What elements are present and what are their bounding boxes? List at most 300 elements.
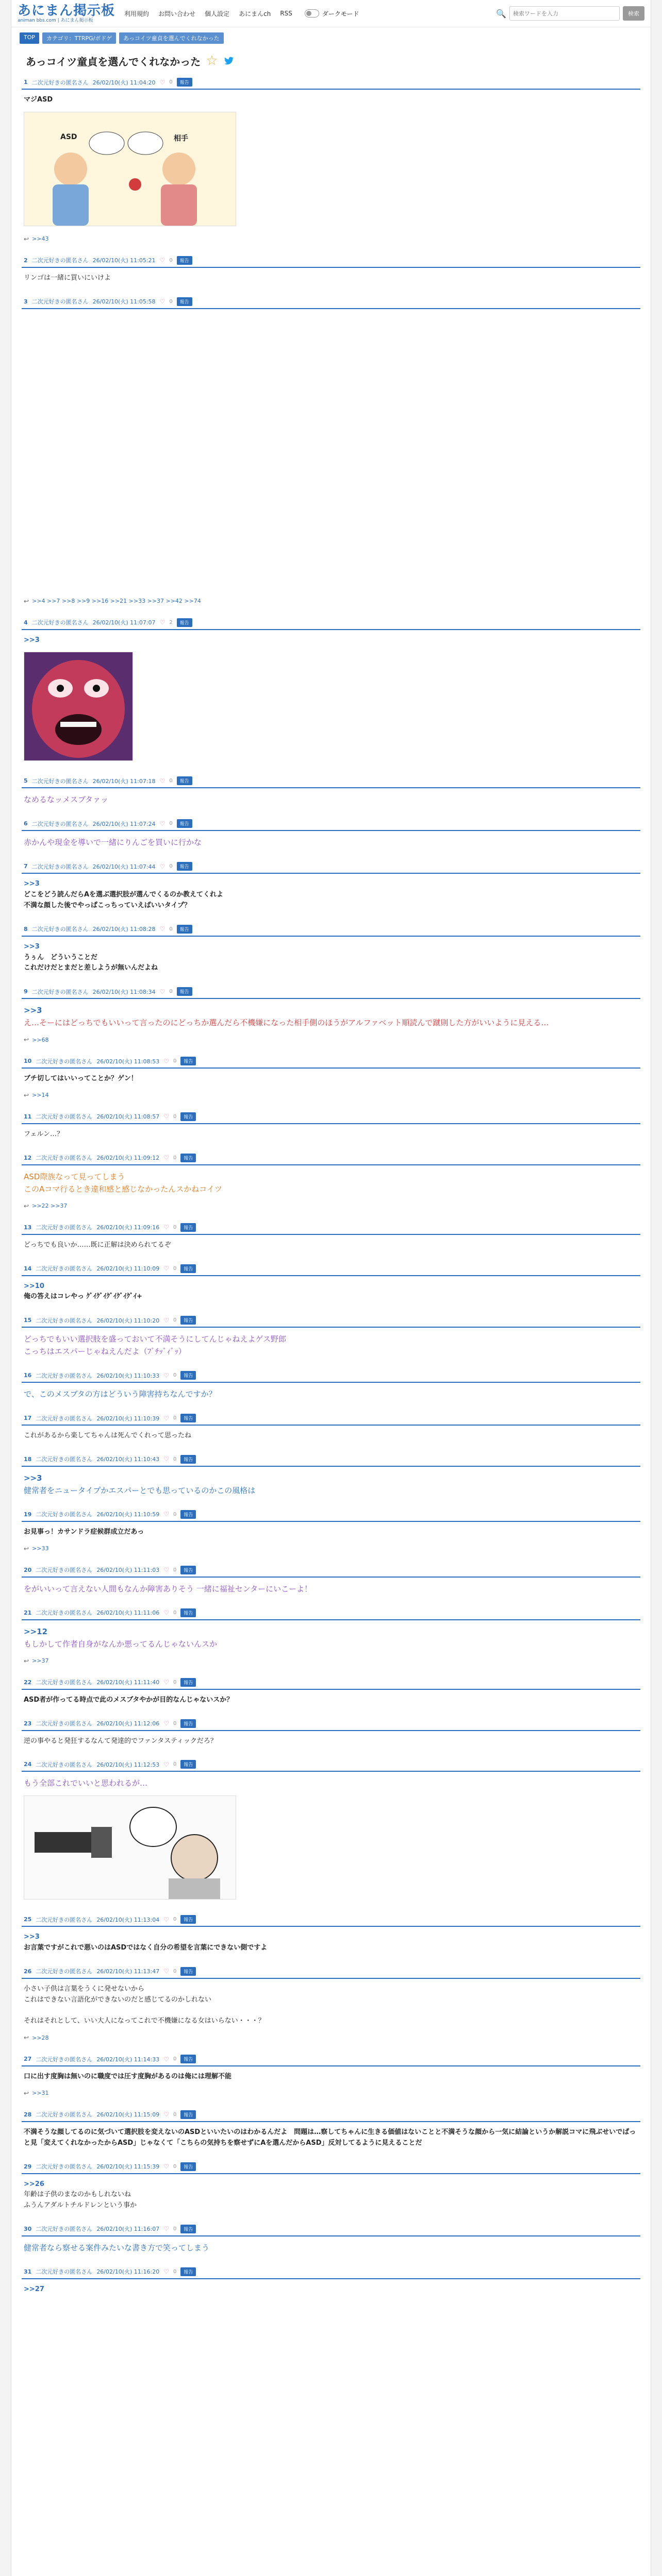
reply-link-list[interactable]: >>43	[32, 235, 49, 243]
post-line: 年齢は子供のまなのかもしれないね	[24, 2191, 131, 2199]
post-number[interactable]: 29	[24, 2163, 32, 2170]
post-date: 26/02/10(火) 11:11:06	[96, 1609, 160, 1617]
post	[22, 1911, 640, 1963]
post-image-album-cover[interactable]	[24, 652, 133, 761]
post-body	[22, 874, 640, 913]
heart-icon[interactable]: ♡	[163, 1760, 169, 1768]
post	[22, 1367, 640, 1410]
post-header	[22, 76, 640, 90]
reply-arrow-icon: ↩	[24, 2034, 29, 2042]
post-body	[22, 1467, 640, 1499]
post-date: 26/02/10(火) 11:07:07	[92, 619, 156, 626]
post-number[interactable]: 7	[24, 863, 28, 870]
post	[22, 1108, 640, 1149]
post-number[interactable]: 22	[24, 1679, 32, 1686]
post-number[interactable]: 6	[24, 820, 28, 827]
report-button[interactable]: 報告	[180, 1223, 196, 1232]
post-date: 26/02/10(火) 11:10:20	[96, 1317, 160, 1324]
post-body	[22, 999, 640, 1031]
heart-count: 0	[173, 1372, 177, 1379]
post-line: ASD者が作ってる時点で此のメスブタやかが目的なんじゃないスか？	[24, 1696, 234, 1704]
post-author: 二次元好きの匿名さん	[36, 1609, 93, 1617]
post	[22, 772, 640, 815]
post-body	[22, 1426, 640, 1444]
reply-arrow-icon: ↩	[24, 1202, 29, 1210]
post-line: これだけだとまだと差しようが無いんだよね	[24, 964, 158, 972]
post-body	[22, 1276, 640, 1305]
post-author: 二次元好きの匿名さん	[36, 1372, 93, 1379]
heart-count: 2	[169, 619, 173, 625]
post	[22, 1451, 640, 1506]
post-body	[22, 1328, 640, 1360]
heart-icon[interactable]: ♡	[163, 2111, 169, 2119]
heart-icon[interactable]: ♡	[163, 1224, 169, 1231]
post-body	[22, 2122, 640, 2151]
heart-count: 0	[173, 1567, 177, 1573]
post-date: 26/02/10(火) 11:12:06	[96, 1720, 160, 1727]
post-line[interactable]: >>3	[24, 880, 40, 888]
post-body	[22, 788, 640, 808]
post-body	[22, 2174, 640, 2213]
post-body	[22, 1165, 640, 1197]
post	[22, 2050, 640, 2106]
heart-icon[interactable]: ♡	[163, 1154, 169, 1162]
heart-count: 0	[173, 1679, 177, 1685]
main-container	[11, 0, 651, 2576]
post-list	[11, 74, 651, 2304]
heart-icon[interactable]: ♡	[159, 820, 166, 827]
post-date: 26/02/10(火) 11:09:16	[96, 1224, 160, 1231]
heart-icon[interactable]: ♡	[159, 925, 166, 933]
post-header	[22, 2108, 640, 2122]
post-line[interactable]: >>26	[24, 2180, 44, 2188]
dark-mode-toggle[interactable]	[305, 9, 359, 18]
site-logo[interactable]	[18, 4, 115, 23]
post-author: 二次元好きの匿名さん	[36, 1567, 93, 1574]
site-header	[11, 0, 651, 27]
heart-count: 0	[169, 989, 173, 995]
reply-link-list[interactable]: >>28	[32, 2034, 49, 2041]
post-author: 二次元好きの匿名さん	[31, 988, 89, 995]
illust-asd-label: ASD	[60, 132, 77, 141]
post-author: 二次元好きの匿名さん	[31, 619, 89, 626]
report-button[interactable]: 報告	[177, 618, 192, 627]
thread-title: あっコイツ童貞を選んでくれなかった	[26, 55, 201, 68]
post-author: 二次元好きの匿名さん	[36, 2268, 93, 2276]
post-number[interactable]: 12	[24, 1154, 32, 1161]
nav-terms[interactable]: 利用規約	[124, 10, 150, 18]
report-button[interactable]: 報告	[177, 297, 192, 306]
heart-count: 0	[169, 79, 173, 85]
post-header	[22, 2053, 640, 2066]
reply-links[interactable]	[22, 2029, 640, 2043]
post-number[interactable]: 5	[24, 777, 28, 785]
report-button[interactable]: 報告	[180, 2110, 196, 2119]
post	[22, 1756, 640, 1911]
post-body	[22, 1069, 640, 1087]
breadcrumb-category[interactable]: カテゴリ：TTRPG/ボドゲ	[42, 32, 116, 44]
post-line[interactable]: >>3	[24, 1473, 42, 1483]
report-button[interactable]: 報告	[180, 1608, 196, 1617]
post-number[interactable]: 28	[24, 2111, 32, 2118]
post-line: 逆の事やると発狂するなんて発達的でファンタスティックだろ？	[24, 1737, 217, 1745]
heart-count: 0	[173, 1511, 177, 1517]
heart-icon[interactable]: ♡	[159, 777, 166, 785]
twitter-bird-icon[interactable]	[223, 55, 235, 66]
report-button[interactable]: 報告	[180, 1678, 196, 1687]
post-number[interactable]: 13	[24, 1224, 32, 1231]
post-line: 赤かんや現金を導いで一緒にりんごを買いに行かな	[24, 838, 202, 848]
post-header	[22, 860, 640, 874]
post-header	[22, 1717, 640, 1731]
reply-links[interactable]	[22, 1540, 640, 1554]
reply-links[interactable]	[22, 592, 640, 607]
post	[22, 2106, 640, 2158]
post-date: 26/02/10(火) 11:10:33	[96, 1372, 160, 1379]
post	[22, 921, 640, 983]
post-author: 二次元好きの匿名さん	[36, 1456, 93, 1463]
post-date: 26/02/10(火) 11:13:04	[96, 1916, 160, 1923]
post-line: それはそれとして、いい大人になってこれで不機嫌になる女はいらない・・・？	[24, 2017, 265, 2025]
post-header	[22, 1262, 640, 1276]
heart-icon[interactable]: ♡	[163, 2055, 169, 2063]
post-author: 二次元好きの匿名さん	[36, 1317, 93, 1324]
heart-icon[interactable]: ♡	[163, 1916, 169, 1923]
post-header	[22, 817, 640, 831]
post-image-manga[interactable]	[24, 1795, 236, 1900]
post-body	[22, 831, 640, 851]
reply-link-list[interactable]: >>31	[32, 2090, 49, 2097]
reply-arrow-icon: ↩	[24, 2089, 29, 2097]
report-button[interactable]: 報告	[180, 1264, 196, 1273]
heart-icon[interactable]: ♡	[159, 78, 166, 86]
report-button[interactable]: 報告	[180, 2225, 196, 2233]
post-header	[22, 1314, 640, 1328]
post-number[interactable]: 8	[24, 925, 28, 933]
post-date: 26/02/10(火) 11:16:07	[96, 2226, 160, 2233]
report-button[interactable]: 報告	[180, 2055, 196, 2063]
post-number[interactable]: 17	[24, 1415, 32, 1422]
post-line: これがあるから楽してちゃんは死んでくれって思ったね	[24, 1432, 192, 1440]
report-button[interactable]: 報告	[177, 819, 192, 828]
post-header	[22, 985, 640, 999]
heart-icon[interactable]: ♡	[163, 2225, 169, 2233]
post-line: お言葉ですがこれで悪いのはASDではなく自分の希望を言葉にできない側ですよ	[24, 1944, 268, 1952]
post-header	[22, 1453, 640, 1467]
post-header	[22, 1369, 640, 1383]
post-author: 二次元好きの匿名さん	[36, 1968, 93, 1975]
heart-icon[interactable]: ♡	[163, 1371, 169, 1379]
post-number[interactable]: 10	[24, 1058, 32, 1065]
heart-icon[interactable]: ♡	[163, 1455, 169, 1463]
report-button[interactable]: 報告	[177, 987, 192, 996]
post-author: 二次元好きの匿名さん	[36, 1511, 93, 1518]
heart-icon[interactable]: ♡	[159, 298, 166, 306]
reply-link-list[interactable]: >>33	[32, 1545, 49, 1552]
post-line: どっちでもいい選択肢を盛っておいて不満そうにしてんじゃねえよゲス野郎	[24, 1334, 286, 1344]
heart-count: 0	[173, 1317, 177, 1324]
reply-arrow-icon: ↩	[24, 1091, 29, 1099]
report-button[interactable]: 報告	[177, 78, 192, 87]
post-image-blank[interactable]	[24, 320, 637, 588]
manga-svg	[24, 1796, 236, 1899]
post-body	[22, 1772, 640, 1791]
search-input[interactable]	[509, 6, 620, 21]
report-button[interactable]: 報告	[180, 1719, 196, 1728]
post-author: 二次元好きの匿名さん	[36, 2056, 93, 2063]
post-date: 26/02/10(火) 11:08:53	[96, 1058, 160, 1065]
post-line: ASD際族なって見ってしまう	[24, 1172, 125, 1181]
heart-icon[interactable]: ♡	[163, 1679, 169, 1686]
post-body	[22, 1578, 640, 1597]
post-line: 不満そうな顔してるのに気づいて選択肢を変えないのASDといいたいのはわかるんだよ 問題は…察してちゃんに生きる価値はないことと不満そうな顔から一気に結論というか解説コマに飛ぶせいでぱっと見「変えてくれなかったからASD」じゃなくて「こちらの気持ちを察せずにAを選んだからASD」反対してるように見えることだ	[24, 2128, 636, 2147]
reply-link-list[interactable]: >>37	[32, 1657, 49, 1665]
post-line: 口に出す度胸は無いのに職度では圧す度胸があるのは俺には理解不能	[24, 2073, 232, 2081]
post-date: 26/02/10(火) 11:05:58	[92, 298, 156, 306]
heart-count: 0	[173, 1155, 177, 1161]
post-date: 26/02/10(火) 11:07:24	[92, 820, 156, 827]
report-button[interactable]: 報告	[177, 256, 192, 265]
reply-arrow-icon: ↩	[24, 1036, 29, 1044]
report-button[interactable]: 報告	[180, 1371, 196, 1380]
post-header	[22, 254, 640, 268]
post-number[interactable]: 11	[24, 1113, 32, 1120]
report-button[interactable]: 報告	[177, 776, 192, 785]
nav-settings[interactable]: 個人設定	[205, 10, 230, 18]
report-button[interactable]: 報告	[180, 2162, 196, 2171]
post-author: 二次元好きの匿名さん	[36, 1415, 93, 1422]
heart-icon[interactable]: ♡	[163, 1265, 169, 1273]
nav-rss[interactable]: RSS	[280, 10, 292, 17]
post-date: 26/02/10(火) 11:09:12	[96, 1155, 160, 1162]
post-line: ブチ切してはいいってことか？ゲン！	[24, 1075, 138, 1083]
post-line[interactable]: >>3	[24, 942, 40, 951]
post-line[interactable]: >>3	[24, 1933, 40, 1941]
post	[22, 1219, 640, 1260]
post-date: 26/02/10(火) 11:11:03	[96, 1567, 160, 1574]
post-line: 健常者なら察せる案件みたいな書き方で笑ってしまう	[24, 2243, 210, 2252]
post-date: 26/02/10(火) 11:16:20	[96, 2268, 160, 2276]
dark-mode-label: ダークモード	[322, 10, 359, 18]
post-date: 26/02/10(火) 11:07:44	[92, 863, 156, 870]
post-number[interactable]: 25	[24, 1916, 32, 1923]
favorite-star-icon[interactable]: ☆	[206, 53, 218, 69]
reply-links[interactable]	[22, 230, 640, 245]
post-number[interactable]: 27	[24, 2056, 32, 2063]
heart-count: 0	[169, 863, 173, 870]
post-header	[22, 1508, 640, 1522]
heart-icon[interactable]: ♡	[159, 862, 166, 870]
post	[22, 1562, 640, 1604]
post-number[interactable]: 1	[24, 79, 28, 86]
heart-icon[interactable]: ♡	[159, 619, 166, 626]
post-date: 26/02/10(火) 11:10:09	[96, 1265, 160, 1273]
heart-count: 0	[173, 1415, 177, 1421]
post-body	[22, 1979, 640, 2029]
post-number[interactable]: 30	[24, 2225, 32, 2232]
reply-link-list[interactable]: >>68	[32, 1036, 49, 1043]
reply-arrow-icon: ↩	[24, 597, 29, 605]
post	[22, 2158, 640, 2221]
report-button[interactable]: 報告	[180, 1967, 196, 1976]
post-date: 26/02/10(火) 11:15:39	[96, 2163, 160, 2171]
report-button[interactable]: 報告	[180, 1566, 196, 1574]
post	[22, 858, 640, 920]
post-line: こっちはエスパーじゃねえんだよ（ﾌﾞﾁｯﾞｨﾞｯ）	[24, 1347, 186, 1357]
search-button[interactable]: 検索	[623, 6, 644, 21]
post-header	[22, 2265, 640, 2279]
heart-icon[interactable]: ♡	[163, 1057, 169, 1065]
logo-main-text: あにまん掲示板	[18, 3, 115, 19]
nav-animanch[interactable]: あにまんch	[239, 10, 271, 18]
heart-count: 0	[169, 778, 173, 784]
reply-links[interactable]	[22, 1197, 640, 1212]
heart-count: 0	[173, 2268, 177, 2275]
report-button[interactable]: 報告	[180, 1915, 196, 1924]
breadcrumb	[11, 27, 651, 47]
report-button[interactable]: 報告	[180, 2267, 196, 2276]
heart-icon[interactable]: ♡	[163, 1720, 169, 1727]
post	[22, 1506, 640, 1562]
post-line	[24, 2006, 638, 2016]
post-line[interactable]: >>3	[24, 1006, 42, 1015]
post-header	[22, 1758, 640, 1772]
heart-icon[interactable]: ♡	[163, 1511, 169, 1518]
post-author: 二次元好きの匿名さん	[36, 2111, 93, 2119]
post-line: マジASD	[24, 96, 53, 104]
heart-icon[interactable]: ♡	[163, 1316, 169, 1324]
post-header	[22, 1913, 640, 1927]
post-date: 26/02/10(火) 11:05:21	[92, 257, 156, 264]
heart-count: 0	[173, 1968, 177, 1974]
post-image-illustration[interactable]	[24, 112, 236, 226]
post-line: で、このメスブタの方はどういう障害持ちなんですか？	[24, 1389, 217, 1399]
post	[22, 252, 640, 293]
post-number[interactable]: 26	[24, 1968, 32, 1975]
report-button[interactable]: 報告	[180, 1316, 196, 1325]
post-number[interactable]: 21	[24, 1609, 32, 1616]
post-author: 二次元好きの匿名さん	[31, 777, 89, 785]
heart-count: 0	[169, 821, 173, 827]
heart-icon[interactable]: ♡	[159, 257, 166, 264]
post-body	[22, 1383, 640, 1402]
post	[22, 1053, 640, 1108]
post-number[interactable]: 24	[24, 1761, 32, 1768]
report-button[interactable]: 報告	[180, 1455, 196, 1464]
post-number[interactable]: 31	[24, 2268, 32, 2275]
heart-icon[interactable]: ♡	[163, 1113, 169, 1121]
post-line[interactable]: >>27	[24, 2285, 44, 2293]
top-nav	[124, 9, 359, 18]
post-author: 二次元好きの匿名さん	[36, 1720, 93, 1727]
post-header	[22, 1110, 640, 1124]
report-button[interactable]: 報告	[180, 1510, 196, 1519]
post-number[interactable]: 4	[24, 619, 28, 626]
heart-icon[interactable]: ♡	[163, 1609, 169, 1617]
album-cover-svg	[24, 652, 133, 760]
report-button[interactable]: 報告	[177, 925, 192, 934]
post-body	[22, 309, 640, 316]
post-number[interactable]: 15	[24, 1317, 32, 1324]
post-number[interactable]: 2	[24, 257, 28, 264]
post-line[interactable]: >>3	[24, 636, 40, 644]
post-line: リンゴは一緒に買いにいけよ	[24, 274, 111, 282]
post-line[interactable]: >>12	[24, 1626, 48, 1636]
post-line[interactable]: >>10	[24, 1282, 44, 1290]
post-body	[22, 1927, 640, 1956]
post-line: どこをどう読んだらAを選ぶ選択肢が選んでくるのか教えてくれよ	[24, 891, 224, 899]
reply-link-list[interactable]: >>14	[32, 1092, 49, 1099]
post	[22, 2221, 640, 2263]
post-header	[22, 1606, 640, 1620]
post-number[interactable]: 19	[24, 1511, 32, 1518]
post	[22, 293, 640, 614]
heart-count: 0	[169, 298, 173, 304]
post-number[interactable]: 16	[24, 1372, 32, 1379]
post-line: フェルン…？	[24, 1130, 64, 1138]
heart-count: 0	[173, 1720, 177, 1726]
reply-links[interactable]	[22, 1652, 640, 1667]
post-number[interactable]: 18	[24, 1455, 32, 1463]
post-author: 二次元好きの匿名さん	[31, 79, 89, 86]
post-date: 26/02/10(火) 11:14:33	[96, 2056, 160, 2063]
post-header	[22, 616, 640, 630]
report-button[interactable]: 報告	[180, 1154, 196, 1162]
nav-contact[interactable]: お問い合わせ	[158, 10, 196, 18]
reply-links[interactable]	[22, 1031, 640, 1045]
post-body	[22, 1620, 640, 1652]
heart-icon[interactable]: ♡	[163, 1414, 169, 1422]
reply-links[interactable]	[22, 2084, 640, 2099]
heart-icon[interactable]: ♡	[163, 1968, 169, 1975]
post-line: 俺の答えはコレやっ ｸﾞｲｸﾞｲｸﾞｲｸﾞｲｸﾞｲ+	[24, 1293, 142, 1301]
breadcrumb-top[interactable]: TOP	[20, 32, 39, 44]
post-number[interactable]: 20	[24, 1566, 32, 1573]
post-header	[22, 1412, 640, 1426]
reply-links[interactable]	[22, 1087, 640, 1101]
post-date: 26/02/10(火) 11:04:20	[92, 79, 156, 86]
post-number[interactable]: 3	[24, 298, 28, 305]
heart-icon[interactable]: ♡	[159, 988, 166, 995]
heart-icon[interactable]: ♡	[163, 2163, 169, 2171]
post-number[interactable]: 23	[24, 1720, 32, 1727]
post-line: 不満な顔した後でやっぱこっちっていえばいいタイプ？	[24, 901, 191, 909]
post-date: 26/02/10(火) 11:08:28	[92, 926, 156, 933]
report-button[interactable]: 報告	[180, 1112, 196, 1121]
post-line: ふうんアダルトチルドレンという事か	[24, 2201, 137, 2210]
breadcrumb-thread[interactable]: あっコイツ童貞を選んでくれなかった	[119, 32, 224, 44]
post-header	[22, 1676, 640, 1690]
report-button[interactable]: 報告	[177, 862, 192, 871]
post-number[interactable]: 14	[24, 1265, 32, 1272]
heart-count: 0	[173, 1917, 177, 1923]
post-author: 二次元好きの匿名さん	[36, 1265, 93, 1273]
report-button[interactable]: 報告	[180, 1760, 196, 1769]
heart-icon[interactable]: ♡	[163, 1566, 169, 1574]
reply-link-list[interactable]: >>22 >>37	[32, 1202, 68, 1210]
post-number[interactable]: 9	[24, 988, 28, 995]
report-button[interactable]: 報告	[180, 1057, 196, 1065]
post-body	[22, 1124, 640, 1142]
post-date: 26/02/10(火) 11:13:47	[96, 1968, 160, 1975]
heart-icon[interactable]: ♡	[163, 2268, 169, 2276]
toggle-switch[interactable]	[305, 9, 319, 18]
heart-count: 0	[173, 1609, 177, 1616]
post-body	[22, 2279, 640, 2297]
post-author: 二次元好きの匿名さん	[36, 1916, 93, 1923]
report-button[interactable]: 報告	[180, 1414, 196, 1422]
reply-link-list[interactable]: >>4 >>7 >>8 >>9 >>16 >>21 >>33 >>37 >>42 >>74	[32, 598, 201, 605]
